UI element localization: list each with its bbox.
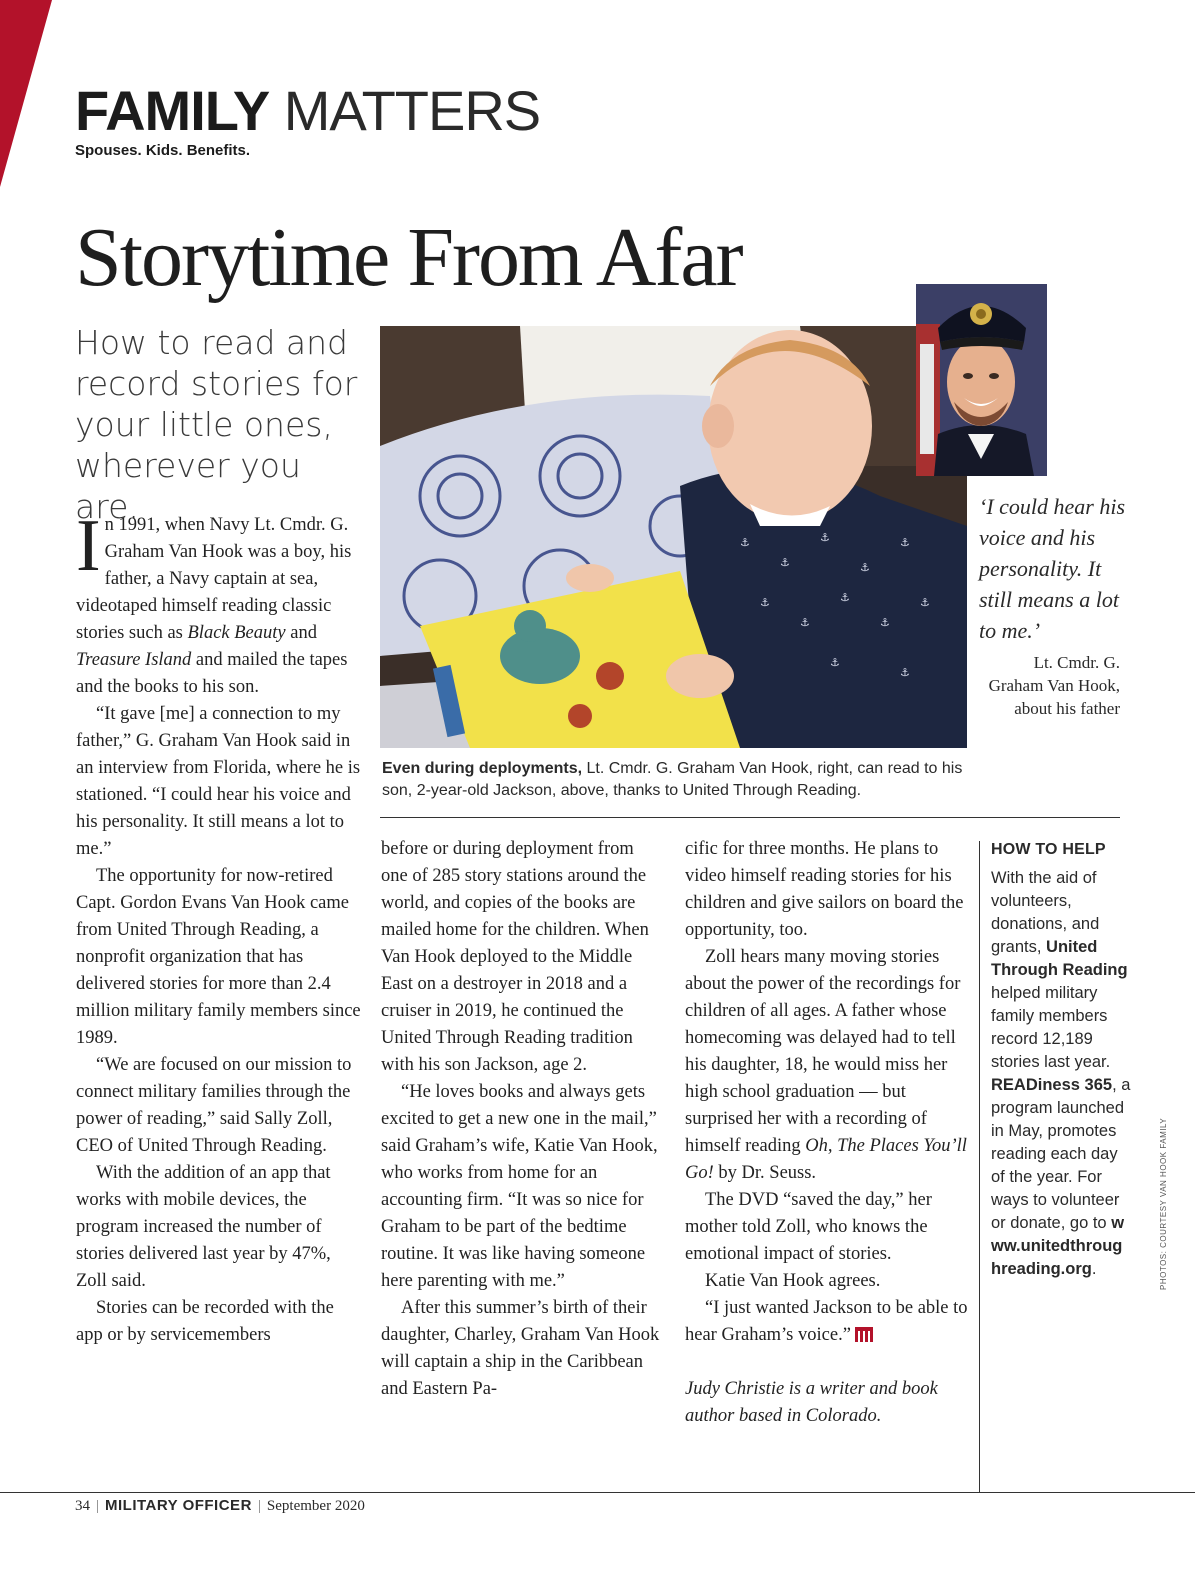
text-run: and (285, 623, 317, 643)
book-title: Oh, The Places You’ll Go! (685, 1136, 967, 1183)
svg-text:⚓: ⚓ (900, 536, 910, 549)
article-column-3 (685, 836, 968, 1430)
paragraph-4: “We are focused on our mission to connect military families through the power of reading,” said Sally Zoll, CEO of United Through Reading. (76, 1055, 352, 1156)
paragraph-3: The opportunity for now-retired Capt. Gordon Evans Van Hook came from United Through Reading, a nonprofit organization that has delivered stories for more than 2.4 million military family members since 1989. (76, 866, 361, 1048)
svg-text:⚓: ⚓ (760, 596, 770, 609)
section-title (75, 80, 540, 142)
pull-quote: ‘I could hear his voice and his personality. It still means a lot to me.’ (979, 494, 1126, 643)
paragraph-1 (76, 505, 361, 701)
paragraph-11 (685, 944, 968, 1187)
how-to-help-sidebar (991, 838, 1131, 1281)
section-tagline: Spouses. Kids. Benefits. (75, 142, 251, 159)
paragraph-6: Stories can be recorded with the app or by servicemembers (76, 1298, 334, 1345)
photo-caption (382, 758, 972, 802)
footer-divider (0, 1492, 1195, 1493)
text-run: by Dr. Seuss. (713, 1163, 817, 1183)
section-title-bold: FAMILY (75, 79, 270, 142)
book-title: Treasure Island (76, 650, 192, 670)
paragraph-10: cific for three months. He plans to video himself reading stories for his children and give sailors on board the opportunity, too. (685, 839, 964, 940)
vertical-divider (979, 841, 980, 1492)
text-run: helped military family members record 12,189 stories last year. (991, 984, 1111, 1071)
main-photo-child-reading (380, 326, 967, 748)
end-mark-icon (855, 1327, 873, 1342)
photo-credit: PHOTOS: COURTESY VAN HOOK FAMILY (1159, 1117, 1168, 1290)
page-footer (75, 1497, 365, 1515)
paragraph-8: “He loves books and always gets excited to get a new one in the mail,” said Graham’s wife, Katie Van Hook, who works from home for an accounting firm. “It was so nice for Graham to be part of the bedtime routine. It was like having someone here parenting with me.” (381, 1082, 658, 1291)
paragraph-13: Katie Van Hook agrees. (705, 1271, 881, 1291)
page-number: 34 (75, 1498, 90, 1514)
website-link[interactable]: www.unitedthroughreading.org (991, 1214, 1125, 1278)
caption-text: Lt. Cmdr. G. Graham Van Hook, right, can read to his son, 2-year-old Jackson, above, thanks to United Through Reading. (382, 760, 963, 799)
footer-separator: | (257, 1498, 261, 1514)
article-headline: Storytime From Afar (75, 211, 742, 304)
svg-text:⚓: ⚓ (880, 616, 890, 629)
publication-name: MILITARY OFFICER (105, 1497, 252, 1514)
book-title: Black Beauty (187, 623, 286, 643)
issue-date: September 2020 (266, 1498, 365, 1514)
text-run: Zoll hears many moving stories about the power of the recordings for children of all ages. A father whose homecoming was delayed had to tell his daughter, 18, he would miss her high school graduation — but surprised her with a recording of himself reading (685, 947, 961, 1156)
svg-text:⚓: ⚓ (780, 556, 790, 569)
pull-quote-attribution: Lt. Cmdr. G. Graham Van Hook, about his father (988, 653, 1120, 718)
drop-cap: I (76, 505, 101, 587)
svg-text:⚓: ⚓ (900, 666, 910, 679)
program-name: READiness 365 (991, 1076, 1113, 1094)
paragraph-2: “It gave [me] a connection to my father,” G. Graham Van Hook said in an interview from Florida, where he is stationed. “I could hear his voice and his personality. It still means a lot to me.” (76, 704, 361, 859)
text-run: n 1991, when Navy Lt. Cmdr. G. Graham Van Hook was a boy, his father, a Navy captain at sea, videotaped himself reading classic stories such as (76, 515, 352, 643)
paragraph-7: before or during deployment from one of 285 story stations around the world, and copies of the books are mailed home for the children. When Van Hook deployed to the Middle East on a destroyer in 2018 and a cruiser in 2019, he continued the United Through Reading tradition with his son Jackson, age 2. (381, 839, 649, 1075)
section-title-light: MATTERS (283, 79, 541, 142)
section-header (75, 80, 540, 159)
caption-lead: Even during deployments, (382, 760, 583, 777)
svg-text:⚓: ⚓ (820, 531, 830, 544)
article-deck: How to read and record stories for your little ones, wherever you are. (75, 323, 358, 526)
article-column-1 (76, 505, 361, 1349)
svg-text:⚓: ⚓ (830, 656, 840, 669)
svg-text:⚓: ⚓ (800, 616, 810, 629)
sidebar-body (991, 867, 1131, 1281)
footer-separator: | (96, 1498, 100, 1514)
svg-text:⚓: ⚓ (740, 536, 750, 549)
text-run: With the aid of volunteers, donations, and grants, (991, 869, 1100, 956)
text-run: , a program launched in May, promotes reading each day of the year. For ways to volunteer or donate, go to (991, 1076, 1131, 1232)
svg-text:⚓: ⚓ (840, 591, 850, 604)
paragraph-12: The DVD “saved the day,” her mother told Zoll, who knows the emotional impact of stories. (685, 1190, 932, 1264)
svg-text:⚓: ⚓ (920, 596, 930, 609)
paragraph-5: With the addition of an app that works with mobile devices, the program increased the number of stories delivered last year by 47%, Zoll said. (76, 1163, 331, 1291)
red-corner-tab (0, 0, 52, 187)
svg-text:⚓: ⚓ (860, 561, 870, 574)
text-run: “I just wanted Jackson to be able to hear Graham’s voice.” (685, 1298, 968, 1345)
org-name: United Through Reading (991, 938, 1128, 979)
article-column-2 (381, 836, 664, 1403)
text-run: . (1091, 1260, 1097, 1278)
author-byline: Judy Christie is a writer and book author based in Colorado. (685, 1379, 938, 1426)
paragraph-9: After this summer’s birth of their daughter, Charley, Graham Van Hook will captain a ship in the Caribbean and Eastern Pa- (381, 1298, 660, 1399)
horizontal-divider (380, 817, 1120, 818)
headshot-photo-officer (916, 284, 1047, 476)
paragraph-14 (685, 1295, 968, 1349)
text-run: and mailed the tapes and the books to his son. (76, 650, 348, 697)
sidebar-title: HOW TO HELP (991, 841, 1106, 858)
